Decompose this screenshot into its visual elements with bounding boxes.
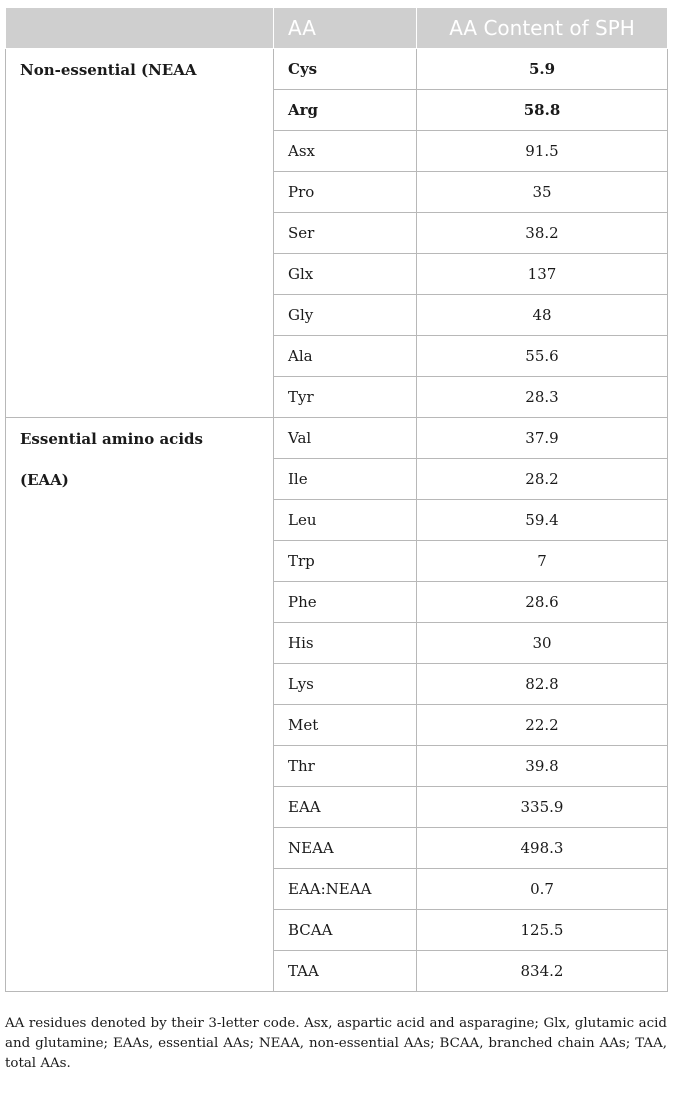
aa-content-cell: 28.6 xyxy=(417,582,668,623)
header-aa: AA xyxy=(274,8,417,49)
aa-content-cell: 59.4 xyxy=(417,500,668,541)
aa-content-cell: 38.2 xyxy=(417,213,668,254)
aa-content-cell: 498.3 xyxy=(417,828,668,869)
table-footnote: AA residues denoted by their 3-letter code. Asx, aspartic acid and asparagine; Glx, glutamic acid and glutamine; EAAs, essential AAs; NEAA, non-essential AAs; BCAA, branched chain AAs; TAA, total AAs. xyxy=(5,1016,667,1071)
aa-name-cell: Cys xyxy=(274,49,417,90)
aa-content-cell: 125.5 xyxy=(417,910,668,951)
aa-content-cell: 28.2 xyxy=(417,459,668,500)
amino-acid-table xyxy=(5,8,668,992)
aa-name-cell: Phe xyxy=(274,582,417,623)
aa-content-cell: 48 xyxy=(417,295,668,336)
aa-content-cell: 834.2 xyxy=(417,951,668,992)
aa-name-cell: Thr xyxy=(274,746,417,787)
aa-name-cell: NEAA xyxy=(274,828,417,869)
group-label: Non-essential (NEAA xyxy=(20,61,197,79)
aa-content-cell: 0.7 xyxy=(417,869,668,910)
aa-content-cell: 82.8 xyxy=(417,664,668,705)
aa-name-cell: Lys xyxy=(274,664,417,705)
header-aa-content: AA Content of SPH xyxy=(417,8,668,49)
aa-name-cell: Ala xyxy=(274,336,417,377)
aa-name-cell: Tyr xyxy=(274,377,417,418)
aa-content-cell: 55.6 xyxy=(417,336,668,377)
aa-name-cell: Arg xyxy=(274,90,417,131)
aa-name-cell: Trp xyxy=(274,541,417,582)
aa-name-cell: Val xyxy=(274,418,417,459)
aa-content-cell: 91.5 xyxy=(417,131,668,172)
aa-name-cell: EAA xyxy=(274,787,417,828)
aa-content-cell: 39.8 xyxy=(417,746,668,787)
aa-name-cell: BCAA xyxy=(274,910,417,951)
aa-name-cell: Gly xyxy=(274,295,417,336)
aa-name-cell: Ser xyxy=(274,213,417,254)
aa-content-cell: 37.9 xyxy=(417,418,668,459)
group-label: Essential amino acids xyxy=(20,430,203,448)
aa-content-cell: 28.3 xyxy=(417,377,668,418)
aa-name-cell: Met xyxy=(274,705,417,746)
aa-content-cell: 7 xyxy=(417,541,668,582)
group-label: (EAA) xyxy=(20,471,69,489)
group-label-cell xyxy=(6,418,274,992)
aa-content-cell: 5.9 xyxy=(417,49,668,90)
aa-content-cell: 30 xyxy=(417,623,668,664)
aa-name-cell: His xyxy=(274,623,417,664)
aa-name-cell: EAA:NEAA xyxy=(274,869,417,910)
aa-content-cell: 335.9 xyxy=(417,787,668,828)
group-label-cell xyxy=(6,49,274,418)
aa-name-cell: Glx xyxy=(274,254,417,295)
table-body xyxy=(6,49,668,992)
aa-content-cell: 35 xyxy=(417,172,668,213)
header-group xyxy=(6,8,274,49)
aa-content-cell: 137 xyxy=(417,254,668,295)
table-header-row xyxy=(6,8,668,49)
aa-name-cell: Leu xyxy=(274,500,417,541)
aa-name-cell: Ile xyxy=(274,459,417,500)
aa-content-cell: 22.2 xyxy=(417,705,668,746)
table-row xyxy=(6,49,668,90)
table-row xyxy=(6,418,668,459)
aa-content-cell: 58.8 xyxy=(417,90,668,131)
aa-name-cell: Asx xyxy=(274,131,417,172)
aa-name-cell: Pro xyxy=(274,172,417,213)
aa-name-cell: TAA xyxy=(274,951,417,992)
